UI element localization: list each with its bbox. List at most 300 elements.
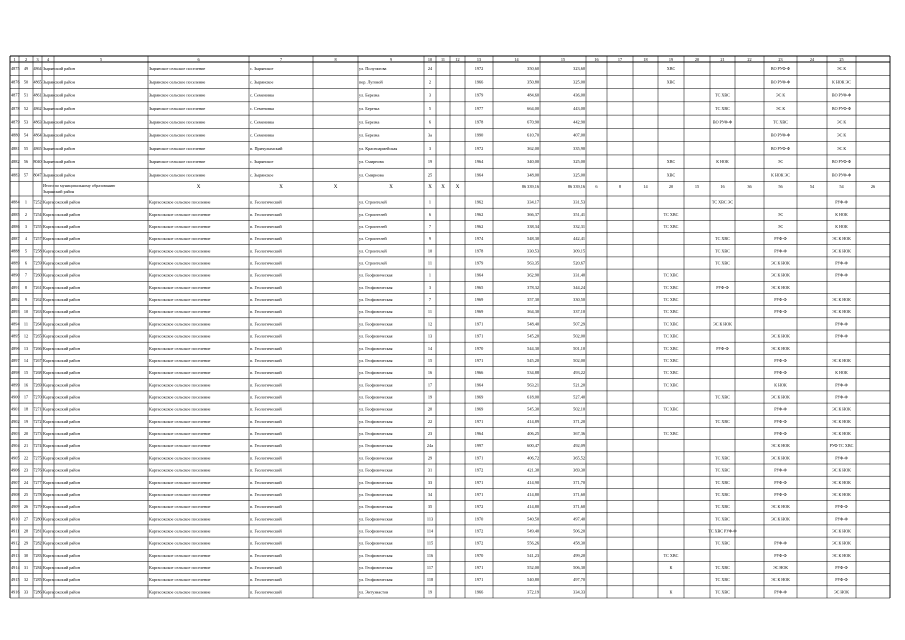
column-number: 7 xyxy=(279,56,283,62)
object-id: 7268 xyxy=(33,370,42,376)
row-index: 23 xyxy=(23,467,29,473)
living-area: 493,22 xyxy=(573,370,585,376)
build-year: 1970 xyxy=(474,516,484,522)
district-name: Каргасокский район xyxy=(43,491,81,497)
row-number: 4912 xyxy=(11,540,20,546)
district-name: Каргасокский район xyxy=(43,248,81,254)
build-year: 1997 xyxy=(474,443,484,449)
house-number: 24 xyxy=(427,66,433,72)
service-code: РУФ-Ф xyxy=(774,357,787,363)
house-number: 19 xyxy=(427,394,433,400)
house-number: 3 xyxy=(428,284,432,290)
settlement-name: Каргасокское сельское поселение xyxy=(149,284,211,290)
service-code: ТС ХВС xyxy=(715,394,730,400)
object-id: 7269 xyxy=(33,382,42,388)
object-id: 7281 xyxy=(33,528,42,534)
object-id: 4865 xyxy=(33,79,42,85)
service-code: ТС ХВС xyxy=(715,455,730,461)
service-code: ЭС К НОК xyxy=(771,516,790,522)
street-name: ул. Геофизическая xyxy=(359,382,393,388)
object-id: 4861 xyxy=(33,92,42,98)
district-name: Каргасокский район xyxy=(43,443,81,449)
locality-name: п. Геологический xyxy=(250,589,282,595)
object-id: 4865 xyxy=(33,145,42,151)
subtotal-count: 56 xyxy=(778,184,783,189)
subtotal-count: 14 xyxy=(643,184,648,189)
district-name: Каргасокский район xyxy=(43,309,81,315)
district-name: Каргасокский район xyxy=(43,357,81,363)
build-year: 1972 xyxy=(474,540,484,546)
district-name: Каргасокский район xyxy=(43,370,81,376)
service-code: К НОК xyxy=(774,382,787,388)
service-code: РУФ-Ф xyxy=(835,577,848,583)
service-code: РУФ-Ф xyxy=(835,394,848,400)
district-name: Зырянский район xyxy=(43,79,75,85)
column-number: 3 xyxy=(36,56,39,62)
service-code: ЭС xyxy=(777,211,784,217)
street-name: ул. Геофизическая xyxy=(359,565,393,571)
service-code: ТС ХВС xyxy=(663,406,679,412)
settlement-name: Зырянское сельское поселение xyxy=(149,105,206,111)
column-number: 16 xyxy=(594,56,599,62)
district-name: Каргасокский район xyxy=(43,272,81,278)
row-index: 16 xyxy=(23,382,29,388)
row-index: 56 xyxy=(23,159,29,165)
row-number: 4899 xyxy=(11,382,20,388)
district-name: Каргасокский район xyxy=(43,528,81,534)
district-name: Зырянский район xyxy=(43,145,75,151)
house-number: 35 xyxy=(427,504,433,510)
row-number: 4887 xyxy=(11,236,20,242)
column-number: 5 xyxy=(99,56,103,62)
total-area: 357,30 xyxy=(527,297,539,303)
total-area: 540,50 xyxy=(527,516,539,522)
settlement-name: Зырянское сельское поселение xyxy=(149,172,206,178)
subtotal-count: 8 xyxy=(618,184,622,189)
build-year: 1971 xyxy=(474,491,484,497)
locality-name: п. Геологический xyxy=(250,455,282,461)
service-code: РУФ-Ф xyxy=(835,516,848,522)
row-number: 4902 xyxy=(11,418,20,424)
row-number: 4884 xyxy=(11,199,20,205)
service-code: ВО РУФ-Ф xyxy=(770,132,791,138)
object-id: 7257 xyxy=(33,236,42,242)
service-code: ТС ХВС xyxy=(715,92,730,98)
row-index: 30 xyxy=(23,552,29,558)
total-area: 670,90 xyxy=(527,119,539,125)
object-id: 4864 xyxy=(33,132,42,138)
settlement-name: Каргасокское сельское поселение xyxy=(149,260,211,266)
living-area: 502,10 xyxy=(573,406,585,412)
living-area: 458,30 xyxy=(573,540,585,546)
build-year: 1972 xyxy=(474,504,484,510)
service-code: ЭС К НОК xyxy=(832,491,851,497)
row-index: 51 xyxy=(23,92,29,98)
settlement-name: Каргасокское сельское поселение xyxy=(149,552,211,558)
locality-name: п. Геологический xyxy=(250,272,282,278)
object-id: 4862 xyxy=(33,105,42,111)
row-number: 4913 xyxy=(11,552,20,558)
house-number: 22 xyxy=(427,418,433,424)
subtotal-area: 86 339,16 xyxy=(521,184,539,189)
service-code: ЭС К НОК xyxy=(771,284,790,290)
locality-name: с. Зырянское xyxy=(250,172,274,178)
total-area: 552,00 xyxy=(527,565,539,571)
row-number: 4875 xyxy=(11,66,20,72)
district-name: Каргасокский район xyxy=(43,333,81,339)
service-code: РУФ-Ф xyxy=(774,297,787,303)
service-code: ЭС К НОК xyxy=(771,260,790,266)
service-code: ЭС К НОК xyxy=(771,443,790,449)
district-name: Каргасокский район xyxy=(43,199,81,205)
settlement-name: Каргасокское сельское поселение xyxy=(149,236,211,242)
street-name: ул. Геофизическая xyxy=(359,406,393,412)
service-code: ТС ХВС xyxy=(663,309,679,315)
object-id: 7273 xyxy=(33,431,42,437)
district-name: Зырянский район xyxy=(43,119,75,125)
living-area: 335,90 xyxy=(573,145,585,151)
locality-name: п. Геологический xyxy=(250,284,282,290)
locality-name: с. Семеновка xyxy=(250,92,274,98)
service-code: ЭС К НОК xyxy=(771,345,790,351)
settlement-name: Каргасокское сельское поселение xyxy=(149,443,211,449)
service-code: ЭС К xyxy=(775,92,786,98)
district-name: Зырянский район xyxy=(43,92,75,98)
service-code: ЭС К НОК xyxy=(771,455,790,461)
district-name: Зырянский район xyxy=(43,172,75,178)
house-number: 29 xyxy=(427,455,433,461)
service-code: РУФ-Ф xyxy=(835,565,848,571)
row-index: 18 xyxy=(23,406,29,412)
service-code: РУФ-Ф xyxy=(774,540,787,546)
street-name: ул. Березка xyxy=(359,105,380,111)
locality-name: п. Геологический xyxy=(250,565,282,571)
living-area: 502,00 xyxy=(573,357,585,363)
settlement-name: Зырянское сельское поселение xyxy=(149,66,206,72)
locality-name: п. Геологический xyxy=(250,382,282,388)
locality-name: п. Геологический xyxy=(250,467,282,473)
service-code: ЭС К НОК xyxy=(771,333,790,339)
row-number: 4888 xyxy=(11,248,20,254)
total-area: 534,88 xyxy=(527,370,539,376)
settlement-name: Каргасокское сельское поселение xyxy=(149,431,211,437)
build-year: 1972 xyxy=(474,528,484,534)
total-area: 548,30 xyxy=(527,236,539,242)
living-area: 331,40 xyxy=(573,272,585,278)
subtotal-living: 86 339,16 xyxy=(567,184,585,189)
row-index: 50 xyxy=(23,79,29,85)
object-id: 7284 xyxy=(33,565,42,571)
service-code: ЭС К НОК xyxy=(713,321,732,327)
street-name: ул. Геофизическая xyxy=(359,540,393,546)
house-number: 1 xyxy=(428,199,432,205)
subtotal-label: Итого по муниципальному образованию xyxy=(43,183,116,188)
subtotal-mark: X xyxy=(389,185,393,190)
row-number: 4909 xyxy=(11,504,20,510)
service-code: РУФ-Ф xyxy=(774,479,787,485)
service-code: ВО РУФ-Ф xyxy=(770,145,791,151)
service-code: РУФ-Ф xyxy=(774,431,787,437)
row-number: 4908 xyxy=(11,491,20,497)
total-area: 545,30 xyxy=(527,406,539,412)
row-number: 4915 xyxy=(11,577,20,583)
service-code: ТС ХВС xyxy=(715,589,730,595)
object-id: 7278 xyxy=(33,491,42,497)
settlement-name: Зырянское сельское поселение xyxy=(149,92,206,98)
street-name: ул. Геофизическая xyxy=(359,284,393,290)
row-number: 4885 xyxy=(11,211,20,217)
build-year: 1971 xyxy=(474,321,484,327)
settlement-name: Каргасокское сельское поселение xyxy=(149,199,211,205)
row-index: 9 xyxy=(24,297,28,303)
row-number: 4893 xyxy=(11,309,20,315)
object-id: 7258 xyxy=(33,248,42,254)
service-code: К xyxy=(669,589,673,595)
locality-name: п. Геологический xyxy=(250,394,282,400)
service-code: ТС ХВС xyxy=(663,345,679,351)
locality-name: п. Геологический xyxy=(250,297,282,303)
service-code: ТС ХВС xyxy=(773,119,788,125)
service-code: ТС ХВС xyxy=(715,260,730,266)
total-area: 421,30 xyxy=(527,467,539,473)
settlement-name: Каргасокское сельское поселение xyxy=(149,540,211,546)
row-index: 55 xyxy=(23,145,29,151)
column-number: 22 xyxy=(747,56,752,62)
living-area: 351,41 xyxy=(573,211,585,217)
total-area: 664,00 xyxy=(527,105,539,111)
street-name: ул. Полуэктова xyxy=(359,66,387,72)
column-number: 10 xyxy=(427,56,433,62)
locality-name: п. Геологический xyxy=(250,223,282,229)
house-number: 5 xyxy=(428,105,432,111)
living-area: 497,40 xyxy=(573,516,585,522)
service-code: ЭС НОК xyxy=(833,589,850,595)
service-code: ЭС К НОК xyxy=(832,357,851,363)
column-number: 9 xyxy=(389,56,393,62)
service-code: РУФ-Ф xyxy=(716,345,729,351)
district-name: Зырянский район xyxy=(43,66,75,72)
service-code: ЭС К xyxy=(836,132,847,138)
house-number: 10 xyxy=(427,248,433,254)
object-id: 7271 xyxy=(33,406,42,412)
row-index: 20 xyxy=(23,431,29,437)
row-number: 4876 xyxy=(11,79,20,85)
subtotal-count: 36 xyxy=(747,184,752,189)
row-number: 4890 xyxy=(11,272,20,278)
living-area: 442,41 xyxy=(573,236,585,242)
row-index: 24 xyxy=(23,479,29,485)
service-code: ТС ХВС xyxy=(715,577,730,583)
build-year: 1964 xyxy=(474,382,484,388)
settlement-name: Каргасокское сельское поселение xyxy=(149,418,211,424)
service-code: К xyxy=(669,565,673,571)
column-number: 14 xyxy=(514,56,519,62)
build-year: 1978 xyxy=(474,119,484,125)
total-area: 556,26 xyxy=(527,540,539,546)
object-id: 7270 xyxy=(33,394,42,400)
locality-name: п. Геологический xyxy=(250,321,282,327)
row-number: 4882 xyxy=(11,159,20,165)
district-name: Каргасокский район xyxy=(43,321,81,327)
service-code: ТС ХВС xyxy=(715,565,730,571)
build-year: 1971 xyxy=(474,455,484,461)
living-area: 369,30 xyxy=(573,467,585,473)
total-area: 406,72 xyxy=(527,455,539,461)
column-number: 20 xyxy=(694,56,700,62)
living-area: 371,20 xyxy=(573,418,585,424)
row-number: 4901 xyxy=(11,406,20,412)
settlement-name: Каргасокское сельское поселение xyxy=(149,504,211,510)
row-index: 33 xyxy=(23,589,29,595)
row-number: 4905 xyxy=(11,455,20,461)
locality-name: п. Геологический xyxy=(250,528,282,534)
settlement-name: Каргасокское сельское поселение xyxy=(149,272,211,278)
row-index: 4 xyxy=(24,236,28,242)
service-code: ТС ХВС xyxy=(715,248,730,254)
living-area: 371,60 xyxy=(573,504,585,510)
district-name: Каргасокский район xyxy=(43,382,81,388)
row-index: 22 xyxy=(23,455,29,461)
settlement-name: Каргасокское сельское поселение xyxy=(149,577,211,583)
row-index: 17 xyxy=(23,394,29,400)
street-name: ул. Смирнова xyxy=(359,159,384,165)
object-id: 7277 xyxy=(33,479,42,485)
column-number: 11 xyxy=(440,56,446,62)
column-number: 15 xyxy=(560,56,566,62)
row-number: 4892 xyxy=(11,297,20,303)
house-number: 14 xyxy=(427,345,433,351)
settlement-name: Каргасокское сельское поселение xyxy=(149,248,211,254)
row-number: 4898 xyxy=(11,370,20,376)
house-number: 16 xyxy=(427,370,433,376)
service-code: ТС ХВС xyxy=(715,467,730,473)
row-number: 4906 xyxy=(11,467,20,473)
living-area: 325,00 xyxy=(573,79,585,85)
service-code: ЭС НОК xyxy=(772,565,789,571)
row-index: 3 xyxy=(24,223,28,229)
service-code: РУФ-Ф xyxy=(835,382,848,388)
subtotal-count: 54 xyxy=(809,184,815,189)
build-year: 1990 xyxy=(474,132,484,138)
service-code: РУФ-Ф xyxy=(774,309,787,315)
row-number: 4897 xyxy=(11,357,20,363)
total-area: 366,37 xyxy=(527,211,539,217)
street-name: ул. Строителей xyxy=(359,248,387,254)
build-year: 1977 xyxy=(474,105,484,111)
street-name: ул. Геофизическая xyxy=(359,309,393,315)
locality-name: с. Зырянское xyxy=(250,79,274,85)
street-name: ул. Геофизическая xyxy=(359,370,393,376)
service-code: ЭС К НОК xyxy=(771,504,790,510)
street-name: ул. Геофизическая xyxy=(359,491,393,497)
row-index: 7 xyxy=(24,272,28,278)
row-index: 1 xyxy=(24,199,28,205)
object-id: 7283 xyxy=(33,552,42,558)
living-area: 371,70 xyxy=(573,479,585,485)
subtotal-mark: X xyxy=(455,185,460,190)
total-area: 350,60 xyxy=(527,66,539,72)
service-code: ТС ХВС xyxy=(663,297,679,303)
living-area: 520,67 xyxy=(573,260,585,266)
column-number: 1 xyxy=(13,56,16,62)
service-code: ЭС К xyxy=(836,119,847,125)
service-code: ТС ХВС ЭС xyxy=(711,199,734,205)
locality-name: с. Зырянское xyxy=(250,159,274,165)
locality-name: с. Семеновка xyxy=(250,132,274,138)
object-id: 7261 xyxy=(33,284,42,290)
subtotal-mark: X xyxy=(333,185,338,190)
object-id: 7286 xyxy=(33,589,42,595)
street-name: пер. Луговой xyxy=(359,79,383,85)
row-index: 5 xyxy=(24,248,28,254)
service-code: ЭС xyxy=(777,159,784,165)
locality-name: п. Геологический xyxy=(250,552,282,558)
total-area: 600,47 xyxy=(527,443,539,449)
build-year: 1979 xyxy=(474,92,484,98)
house-number: 20 xyxy=(427,406,433,412)
service-code: ТС ХВС xyxy=(715,418,730,424)
settlement-name: Каргасокское сельское поселение xyxy=(149,406,211,412)
district-name: Каргасокский район xyxy=(43,284,81,290)
subtotal-count: 6 xyxy=(595,184,598,189)
house-number: 114 xyxy=(426,528,434,534)
service-code: ТС ХВС xyxy=(715,105,730,111)
service-code: ЭС К НОК xyxy=(832,406,851,412)
column-number: 12 xyxy=(455,56,460,62)
total-area: 350,80 xyxy=(527,79,539,85)
service-code: РУФ-Ф xyxy=(774,491,787,497)
row-number: 4903 xyxy=(11,431,20,437)
object-id: 7265 xyxy=(33,333,42,339)
district-name: Каргасокский район xyxy=(43,455,81,461)
locality-name: п. Геологический xyxy=(250,309,282,315)
house-number: 24а xyxy=(426,443,434,449)
total-area: 484,60 xyxy=(527,92,539,98)
living-area: 407,00 xyxy=(573,132,585,138)
column-number: 17 xyxy=(617,56,623,62)
total-area: 544,30 xyxy=(527,345,539,351)
service-code: РУФ-Ф xyxy=(835,321,848,327)
row-number: 4914 xyxy=(11,565,20,571)
district-name: Каргасокский район xyxy=(43,467,81,473)
living-area: 442,90 xyxy=(573,119,585,125)
object-id: 7279 xyxy=(33,504,42,510)
column-number: 18 xyxy=(643,56,648,62)
service-code: ЭС К НОК xyxy=(832,431,851,437)
street-name: ул. Геофизическая xyxy=(359,552,393,558)
total-area: 414,90 xyxy=(527,479,539,485)
living-area: 492,09 xyxy=(573,443,585,449)
row-index: 31 xyxy=(23,565,29,571)
street-name: ул. Геофизическая xyxy=(359,333,393,339)
row-index: 13 xyxy=(23,345,29,351)
row-number: 4881 xyxy=(11,145,20,151)
service-code: ТС ХВС xyxy=(715,236,730,242)
subtotal-mark: X xyxy=(196,185,201,190)
locality-name: п. Геологический xyxy=(250,260,282,266)
house-number: 11 xyxy=(427,260,433,266)
district-name: Каргасокский район xyxy=(43,297,81,303)
row-index: 29 xyxy=(23,540,29,546)
locality-name: п. Геологический xyxy=(250,333,282,339)
service-code: ВО РУФ-Ф xyxy=(831,105,852,111)
object-id: 7272 xyxy=(33,418,42,424)
column-number: 13 xyxy=(476,56,482,62)
service-code: ВО РУФ-Ф xyxy=(831,172,852,178)
settlement-name: Каргасокское сельское поселение xyxy=(149,333,211,339)
house-number: 3а xyxy=(427,132,433,138)
service-code: ТС ХВС xyxy=(663,370,679,376)
